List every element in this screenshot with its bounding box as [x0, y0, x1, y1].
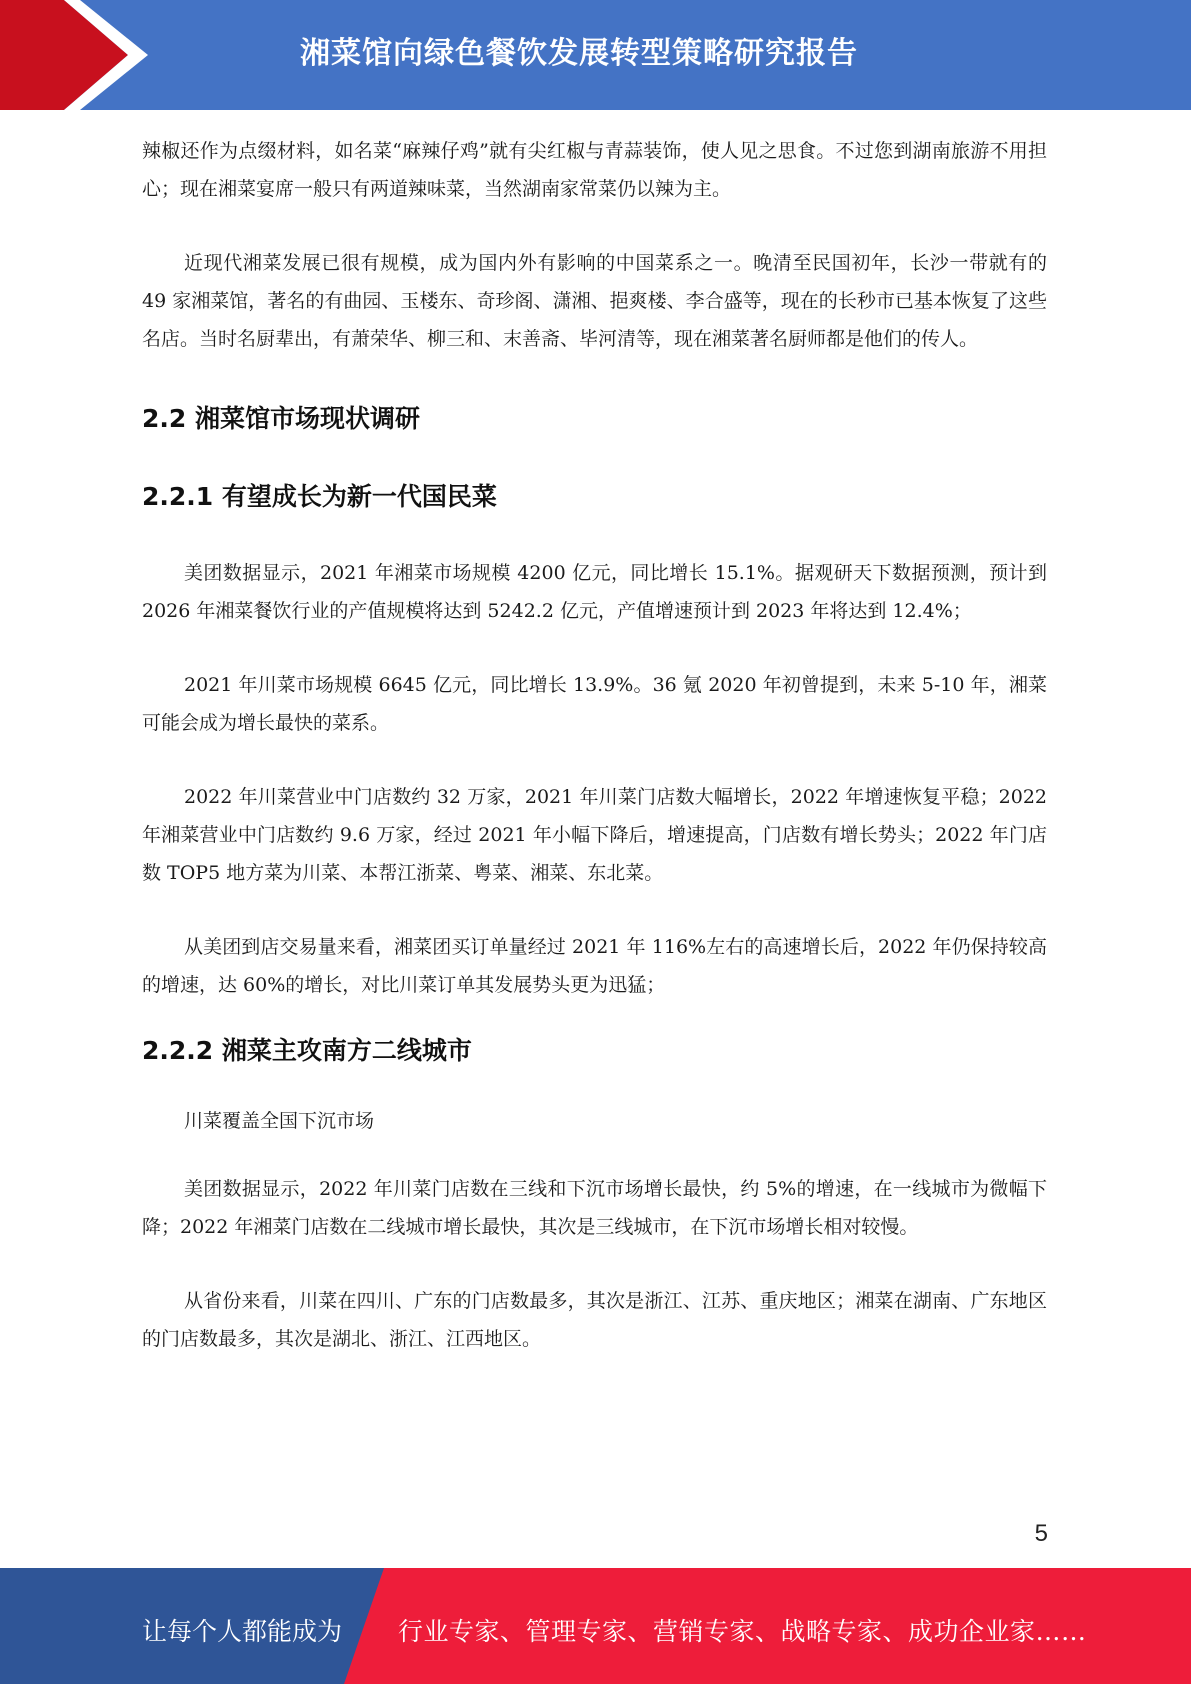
- paragraph: 从美团到店交易量来看，湘菜团买订单量经过 2021 年 116%左右的高速增长后，2022 年仍保持较高的增速，达 60%的增长，对比川菜订单其发展势头更为迅猛；: [142, 936, 1047, 996]
- page-footer: [0, 1568, 1191, 1684]
- paragraph: 美团数据显示，2022 年川菜门店数在三线和下沉市场增长最快，约 5%的增速，在一线城市为微幅下降；2022 年湘菜门店数在二线城市增长最快，其次是三线城市，在下沉市场增长相对较慢。: [142, 1178, 1047, 1238]
- paragraph: 美团数据显示，2021 年湘菜市场规模 4200 亿元，同比增长 15.1%。据观研天下数据预测，预计到 2026 年湘菜餐饮行业的产值规模将达到 5242.2 亿元，产值增速预计到 2023 年将达到 12.4%；: [142, 562, 1047, 622]
- section-heading-2-2-1: 2.2.1 有望成长为新一代国民菜: [142, 482, 497, 511]
- footer-slogan-left: 让每个人都能成为: [142, 1617, 343, 1646]
- section-heading-2-2-2: 2.2.2 湘菜主攻南方二线城市: [142, 1036, 472, 1065]
- paragraph: 川菜覆盖全国下沉市场: [184, 1110, 375, 1132]
- section-heading-2-2: 2.2 湘菜馆市场现状调研: [142, 404, 420, 433]
- page-header: [0, 0, 1191, 110]
- paragraph: 近现代湘菜发展已很有规模，成为国内外有影响的中国菜系之一。晚清至民国初年，长沙一带就有的 49 家湘菜馆，著名的有曲园、玉楼东、奇珍阁、潇湘、挹爽楼、李合盛等，现在的长秒市已基本恢复了这些名店。当时名厨辈出，有萧荣华、柳三和、末善斋、毕河清等，现在湘菜著名厨师都是他们的传人。: [142, 252, 1047, 350]
- paragraph: 辣椒还作为点缀材料，如名菜“麻辣仔鸡”就有尖红椒与青蒜装饰，使人见之思食。不过您到湖南旅游不用担心；现在湘菜宴席一般只有两道辣味菜，当然湖南家常菜仍以辣为主。: [142, 140, 1047, 200]
- paragraph: 2022 年川菜营业中门店数约 32 万家，2021 年川菜门店数大幅增长，2022 年增速恢复平稳；2022 年湘菜营业中门店数约 9.6 万家，经过 2021 年小幅下降后，增速提高，门店数有增长势头；2022 年门店数 TOP5 地方菜为川菜、本帮江浙菜、粤菜、湘菜、东北菜。: [142, 786, 1047, 884]
- paragraph: 2021 年川菜市场规模 6645 亿元，同比增长 13.9%。36 氪 2020 年初曾提到，未来 5-10 年，湘菜可能会成为增长最快的菜系。: [142, 674, 1047, 734]
- paragraph: 从省份来看，川菜在四川、广东的门店数最多，其次是浙江、江苏、重庆地区；湘菜在湖南、广东地区的门店数最多，其次是湖北、浙江、江西地区。: [142, 1290, 1047, 1350]
- footer-slogan-right: 行业专家、管理专家、营销专家、战略专家、成功企业家……: [398, 1617, 1087, 1646]
- report-title: 湘菜馆向绿色餐饮发展转型策略研究报告: [300, 36, 858, 71]
- page-content: [142, 132, 1047, 1358]
- page-number: 5: [1034, 1520, 1048, 1547]
